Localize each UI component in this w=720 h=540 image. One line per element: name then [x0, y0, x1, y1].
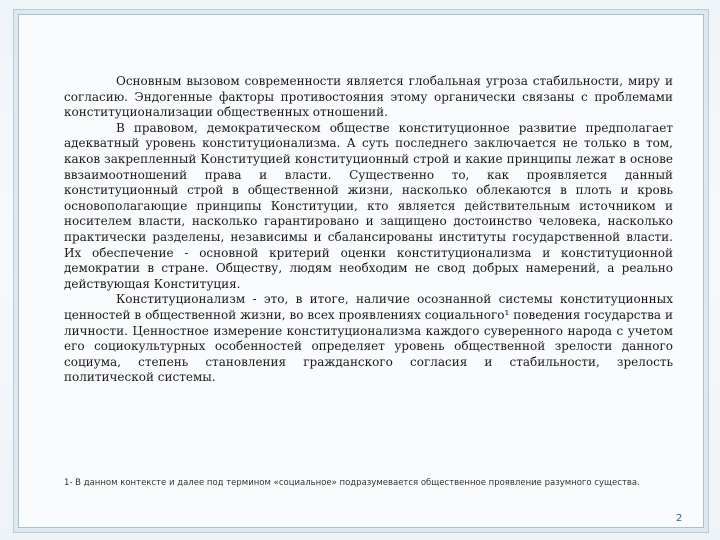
paragraph-2: В правовом, демократическом обществе конституционное развитие предполагает адекватный уровень конституционализма. А суть последнего заключается не только в том, каков закрепленный Конституцией конституционный строй и какие принципы лежат в основе ввзаимоотношений права и власти. Существенно то, как проявляется данный конституционный строй в общественной жизни, насколько облекаются в плоть и кровь основополагающие принципы Конституции, кто является действительным источником и носителем власти, насколько гарантировано и защищено достоинство человека, насколько практически разделены, независимы и сбалансированы институты государственной власти. Их обеспечение - основной критерий оценки конституционализма и конституционной демократии в стране. Обществу, людям необходим не свод добрых намерений, а реально действующая Конституция.: [64, 120, 673, 291]
paragraph-1: Основным вызовом современности является глобальная угроза стабильности, миру и согласию. Эндогенные факторы противостояния этому органически связаны с проблемами конституционализации общественных отношений.: [64, 74, 673, 120]
paragraph-3: Конституционализм - это, в итоге, наличие осознанной системы конституционных ценностей в общественной жизни, во всех проявлениях социального¹ поведения государства и личности. Ценностное измерение конституционализма каждого суверенного народа с учетом его социокультурных особенностей определяет уровень общественной зрелости данного социума, степень становления гражданского согласия и стабильности, зрелость политической системы.: [64, 292, 673, 385]
footnote: 1- В данном контексте и далее под термином «социальное» подразумевается общественное проявление разумного существа.: [64, 478, 640, 488]
body-text: [64, 74, 673, 386]
page-number: 2: [676, 513, 683, 524]
